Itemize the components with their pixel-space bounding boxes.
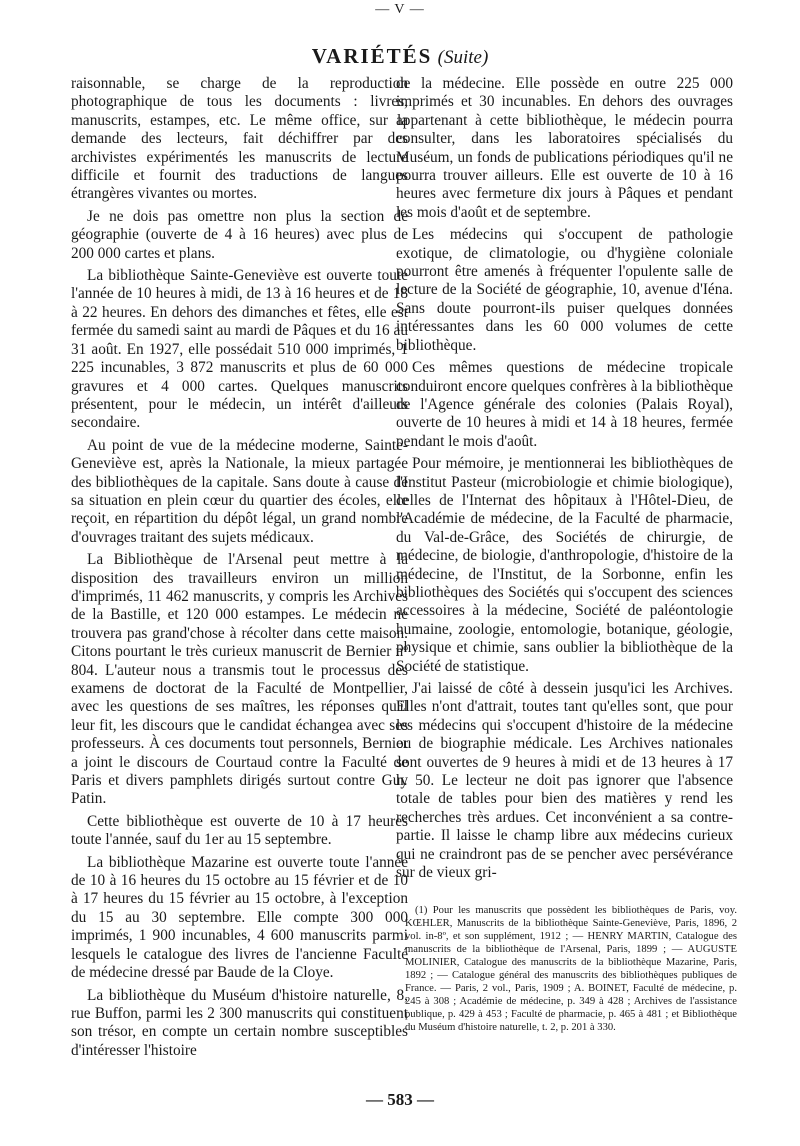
page-title [0, 44, 800, 70]
footnote [405, 904, 737, 1034]
title-suffix: (Suite) [437, 47, 489, 68]
paragraph: La bibliothèque Sainte-Geneviève est ouverte toute l'année de 10 heures à midi, de 13 à 16 heures et de 18 à 22 heures. En dehors des dimanches et fêtes, elle est fermée du samedi saint au mardi de Pâques et du 16 au 31 août. En 1927, elle possédait 510 000 imprimés, 1 225 incunables, 3 872 manuscrits et plus de 60 000 gravures et 4 000 cartes. Quelques manuscrits présentent, pour le médecin, un intérêt d'ailleurs secondaire. [71, 267, 408, 432]
paragraph: J'ai laissé de côté à dessein jusqu'ici les Archives. Elles n'ont d'attrait, toutes tant qu'elles sont, que pour les médecins qui s'occupent d'histoire de la médecine ou de biographie médicale. Les Archives nationales sont ouvertes de 9 heures à midi et de 13 heures à 17 h. 50. Le lecteur ne doit pas ignorer que l'absence totale de tables pour bien des matières y rend les recherches très ardues. Cet inconvénient a sa contre-partie. Il laisse le champ libre aux médecins curieux qui ne craindront pas de se pencher avec persévérance sur de vieux gri- [396, 680, 733, 882]
footnote-text: (1) Pour les manuscrits que possèdent les bibliothèques de Paris, voy. KŒHLER, Manuscrits de la bibliothèque Sainte-Geneviève, Paris, 1896, 2 vol. in-8º, et son supplément, 1912 ; — HENRY MARTIN, Catalogue des manuscrits de la bibliothèque de l'Arsenal, Paris, 1899 ; — AUGUSTE MOLINIER, Catalogue des manuscrits de la bibliothèque Mazarine, Paris, 1892 ; — Catalogue général des manuscrits des bibliothèques publiques de France. — Paris, 2 vol., Paris, 1909 ; A. BOINET, Faculté de médecine, p. 245 à 308 ; Académie de médecine, p. 349 à 428 ; Archives de l'assistance publique, p. 429 à 453 ; Faculté de pharmacie, p. 465 à 481 ; et Bibliothèque du Muséum d'histoire naturelle, t. 2, p. 201 à 330. [405, 905, 737, 1033]
right-column [396, 75, 733, 882]
page-number: — 583 — [366, 1090, 434, 1109]
paragraph: de la médecine. Elle possède en outre 225 000 imprimés et 30 incunables. En dehors des ouvrages appartenant à cette bibliothèque, le médecin pourra consulter, dans les laboratoires spécialisés du Muséum, un fonds de publications périodiques qu'il ne pourra trouver ailleurs. Elle est ouverte de 10 à 16 heures avec fermeture dix jours à Pâques et pendant les mois d'août et de septembre. [396, 75, 733, 221]
paragraph: raisonnable, se charge de la reproduction photographique de tous les documents : livres, manuscrits, estampes, etc. Le même office, sur la demande des lecteurs, fait déchiffrer par des archivistes expérimentés les manuscrits de lecture difficile et fournit des traductions de langues étrangères vivantes ou mortes. [71, 75, 408, 203]
section-number: — V — [375, 2, 425, 17]
paragraph: La Bibliothèque de l'Arsenal peut mettre à la disposition des travailleurs environ un million d'imprimés, 11 462 manuscrits, y compris les Archives de la Bastille, et 120 000 estampes. Le médecin ne trouvera pas grand'chose à récolter dans cette maison. Citons pourtant le très curieux manuscrit de Bernier nº 804. L'auteur nous a transmis tout le processus des examens de doctorat de la Faculté de Montpellier, avec les questions de ses maîtres, les réponses qu'il leur fit, les discours que le candidat échangea avec ses professeurs. À ces documents tout personnels, Bernier a joint le discours de Courtaud contre la Faculté de Paris et divers pamphlets dirigés surtout contre Guy Patin. [71, 551, 408, 808]
paragraph: Au point de vue de la médecine moderne, Sainte-Geneviève est, après la Nationale, la mieux partagée des bibliothèques de la capitale. Sans doute à cause de sa situation en plein cœur du quartier des écoles, elle reçoit, en répartition du dépôt légal, un grand nombre d'ouvrages traitant des sujets médicaux. [71, 436, 408, 546]
paragraph: Ces mêmes questions de médecine tropicale conduiront encore quelques confrères à la bibliothèque de l'Agence générale des colonies (Palais Royal), ouverte de 10 heures à midi et 14 à 18 heures, fermée pendant le mois d'août. [396, 359, 733, 450]
title-main: VARIÉTÉS [311, 44, 433, 68]
left-column [71, 75, 408, 1060]
paragraph: La bibliothèque Mazarine est ouverte toute l'année de 10 à 16 heures du 15 octobre au 15 février et de 10 à 17 heures du 15 février au 15 octobre, à l'exception du 15 au 30 septembre. Elle compte 300 000 imprimés, 1 900 incunables, 4 600 manuscrits parmi lesquels le catalogue des livres de l'ancienne Faculté de médecine dressé par Baude de la Cloye. [71, 853, 408, 982]
paragraph: Je ne dois pas omettre non plus la section de géographie (ouverte de 4 à 16 heures) avec plus de 200 000 cartes et plans. [71, 207, 408, 262]
paragraph: Cette bibliothèque est ouverte de 10 à 17 heures toute l'année, sauf du 1er au 15 septembre. [71, 812, 408, 849]
paragraph: Pour mémoire, je mentionnerai les bibliothèques de l'Institut Pasteur (microbiologie et chimie biologique), celles de l'Internat des hôpitaux à l'Hôtel-Dieu, de l'Académie de médecine, de la Faculté de pharmacie, du Val-de-Grâce, des Sociétés de chirurgie, de médecine, de biologie, d'anthropologie, d'histoire de la médecine, de l'Institut, de la Sorbonne, enfin les bibliothèques des Sociétés qui s'occupent des sciences accessoires à la médecine, Société de paléontologie humaine, zoologie, entomologie, botanique, géologie, physique et chimie, sans oublier la bibliothèque de la Société de statistique. [396, 455, 733, 675]
paragraph: La bibliothèque du Muséum d'histoire naturelle, 8, rue Buffon, parmi les 2 300 manuscrits qui constituent son trésor, en compte un certain nombre susceptibles d'intéresser l'histoire [71, 986, 408, 1059]
paragraph: Les médecins qui s'occupent de pathologie exotique, de climatologie, ou d'hygiène coloniale pourront être amenés à fréquenter l'opulente salle de lecture de la Société de géographie, 10, avenue d'Iéna. Sans doute pourront-ils puiser quelques données intéressantes dans les 60 000 volumes de cette bibliothèque. [396, 226, 733, 354]
